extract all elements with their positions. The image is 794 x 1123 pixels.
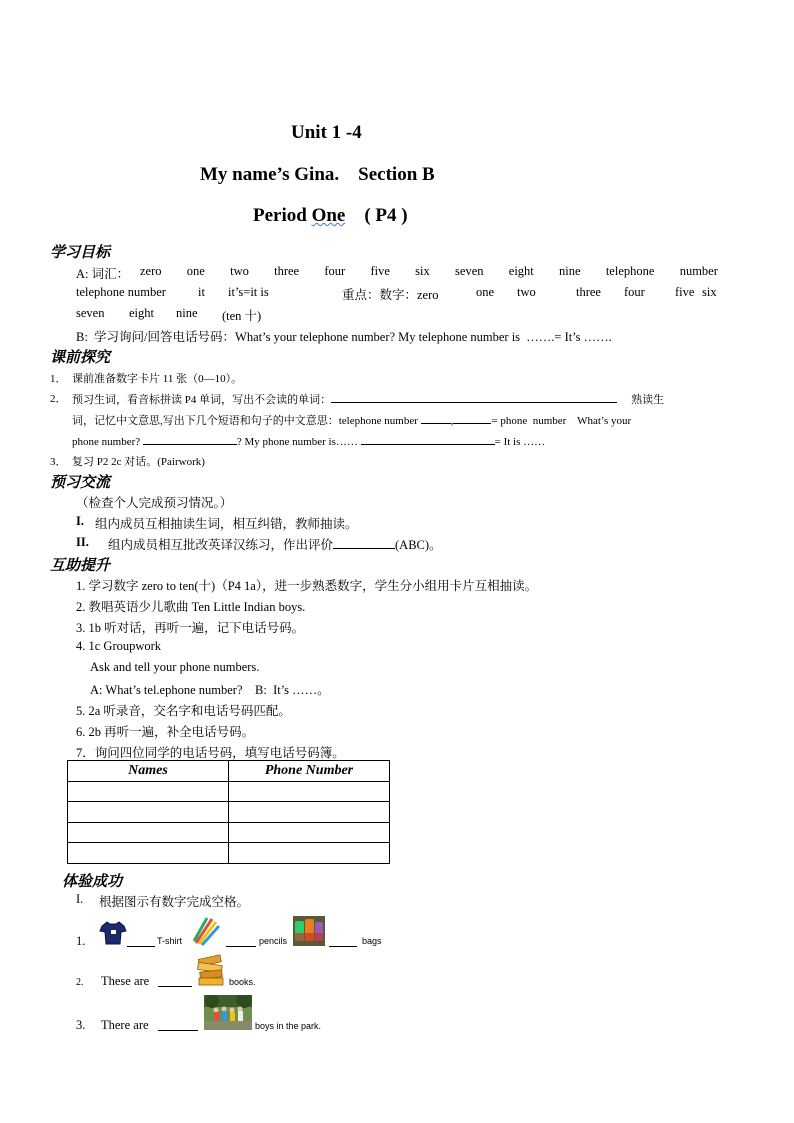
improve-item: 4. 1c Groupwork bbox=[76, 639, 162, 653]
item2-text-b: 熟读生 bbox=[631, 394, 665, 406]
preclass-item-3: 复习 P2 2c 对话。(Pairwork) bbox=[72, 456, 205, 468]
vocab-word: seven bbox=[455, 264, 484, 278]
phrase-blank-1a[interactable] bbox=[421, 411, 451, 424]
vocab-word: eight bbox=[129, 306, 154, 320]
table-cell[interactable] bbox=[68, 802, 229, 823]
preview-note: （检查个人完成预习情况。） bbox=[76, 496, 233, 510]
boys-count-blank[interactable] bbox=[158, 1018, 198, 1031]
pencils-image bbox=[190, 915, 222, 947]
q1-tshirt-label: T-shirt bbox=[157, 936, 183, 946]
q3-text: There are bbox=[101, 1018, 149, 1032]
vocab-word: four bbox=[624, 285, 645, 299]
vocab-word: five bbox=[370, 264, 390, 278]
vocab-word: telephone number bbox=[76, 285, 166, 299]
books-count-blank[interactable] bbox=[158, 974, 192, 987]
preclass-item-2-num: 2． bbox=[50, 393, 67, 405]
phrase-blank-1b[interactable] bbox=[453, 411, 491, 424]
vocab-word: four bbox=[324, 264, 346, 278]
tshirt-count-blank[interactable] bbox=[127, 934, 155, 947]
item2-text-a: 预习生词，看音标拼读 P4 单词，写出不会读的单词： bbox=[72, 394, 332, 406]
period-title bbox=[253, 205, 408, 227]
preclass-item-1: 课前准备数字卡片 11 张（0—10）。 bbox=[72, 373, 243, 385]
improve-heading: 互助提升 bbox=[50, 556, 111, 574]
success-instruction: 根据图示有数字完成空格。 bbox=[99, 895, 250, 909]
table-cell[interactable] bbox=[229, 781, 390, 802]
bags-count-blank[interactable] bbox=[329, 934, 357, 947]
preclass-item-2-line-2: 词，记忆中文意思,写出下几个短语和句子的中文意思：telephone number , = phone number What’s your bbox=[72, 411, 631, 428]
vocab-word: nine bbox=[176, 306, 198, 320]
table-row bbox=[68, 781, 390, 802]
table-cell[interactable] bbox=[229, 843, 390, 864]
table-row bbox=[68, 843, 390, 864]
q1-number: 1. bbox=[76, 934, 86, 948]
table-cell[interactable] bbox=[68, 843, 229, 864]
improve-item: 1. 学习数字 zero to ten(十)（P4 1a），进一步熟悉数字，学生分小组用卡片互相抽读。 bbox=[76, 579, 538, 593]
success-heading: 体验成功 bbox=[62, 872, 123, 890]
improve-item: A: What’s tel.ephone number? B: It’s ……。 bbox=[90, 683, 330, 697]
vocab-row-1 bbox=[140, 264, 718, 279]
lesson-title: My name’s Gina. Section B bbox=[200, 164, 435, 185]
vocab-word: telephone bbox=[605, 264, 655, 278]
improve-item: Ask and tell your phone numbers. bbox=[90, 660, 260, 674]
improve-item: 7．询问四位同学的电话号码，填写电话号码簿。 bbox=[76, 746, 345, 760]
q1-pencils-label: pencils bbox=[259, 936, 288, 946]
period-label: Period bbox=[253, 205, 312, 226]
item2-line2-text-a: 词，记忆中文意思,写出下几个短语和句子的中文意思：telephone number bbox=[72, 415, 421, 427]
vocab-word: it’s=it is bbox=[228, 285, 269, 299]
table-row bbox=[68, 802, 390, 823]
preclass-heading: 课前探究 bbox=[50, 348, 111, 366]
books-image bbox=[195, 953, 227, 987]
vocab-word: number bbox=[679, 264, 718, 278]
item2-line3-text-b: ? My phone number is…… bbox=[236, 436, 361, 448]
vocab-word: nine bbox=[559, 264, 581, 278]
vocab-word: seven bbox=[76, 306, 105, 320]
preclass-item-2-line-1 bbox=[72, 390, 664, 407]
pencils-count-blank[interactable] bbox=[226, 934, 256, 947]
q2-text: These are bbox=[101, 974, 150, 988]
improve-item: 2. 教唱英语少儿歌曲 Ten Little Indian boys. bbox=[76, 600, 306, 614]
vocab-word: five bbox=[675, 285, 695, 299]
table-row bbox=[68, 822, 390, 843]
improve-item: 5. 2a 听录音，交名字和电话号码匹配。 bbox=[76, 704, 291, 718]
tshirt-image bbox=[99, 920, 127, 946]
table-cell[interactable] bbox=[68, 822, 229, 843]
unit-title: Unit 1 -4 bbox=[291, 122, 362, 143]
table-cell[interactable] bbox=[68, 781, 229, 802]
vocab-word: two bbox=[230, 264, 249, 278]
vocab-word: zero bbox=[140, 264, 162, 278]
phone-book-table bbox=[67, 760, 390, 864]
preview-ii-text bbox=[108, 535, 442, 553]
preview-ii-text-a: 组内成员相互批改英译汉练习，作出评价 bbox=[108, 538, 334, 552]
vocab-word: one bbox=[476, 285, 495, 299]
table-cell[interactable] bbox=[229, 822, 390, 843]
improve-item: 6. 2b 再听一遍，补全电话号码。 bbox=[76, 725, 255, 739]
improve-item: 3. 1b 听对话，再听一遍，记下电话号码。 bbox=[76, 621, 305, 635]
q3-end-label: boys in the park. bbox=[255, 1021, 322, 1031]
period-number: One bbox=[311, 205, 346, 226]
vocab-word: eight bbox=[508, 264, 534, 278]
vocab-word: six bbox=[415, 264, 430, 278]
vocab-word: (ten 十) bbox=[222, 309, 262, 323]
q3-number: 3. bbox=[76, 1018, 86, 1032]
park-photo bbox=[204, 995, 252, 1030]
success-instruction-label: I. bbox=[76, 892, 84, 906]
goals-a-label: A: 词汇： bbox=[76, 267, 130, 281]
vocab-word: it bbox=[198, 285, 205, 299]
preview-ii-label: II. bbox=[76, 535, 89, 549]
phrase-blank-2[interactable] bbox=[143, 432, 237, 445]
preview-ii-text-b: (ABC)。 bbox=[395, 538, 442, 552]
phrase-blank-3[interactable] bbox=[361, 432, 495, 445]
vocab-word: one bbox=[186, 264, 205, 278]
preview-i-text: 组内成员互相抽读生词，相互纠错，教师抽读。 bbox=[95, 517, 358, 531]
vocab-word: three bbox=[576, 285, 601, 299]
goals-heading: 学习目标 bbox=[50, 243, 111, 261]
rating-blank[interactable] bbox=[333, 536, 395, 549]
period-page: ( P4 ) bbox=[345, 205, 408, 226]
table-cell[interactable] bbox=[229, 802, 390, 823]
vocab-word: two bbox=[517, 285, 536, 299]
bags-image bbox=[292, 913, 326, 947]
item2-line3-text-c: = It is …… bbox=[494, 436, 546, 448]
q2-number: 2. bbox=[76, 977, 84, 988]
preview-heading: 预习交流 bbox=[50, 473, 111, 491]
vocab-word: three bbox=[274, 264, 300, 278]
phone-number-header: Phone Number bbox=[229, 761, 390, 782]
item2-line3-text-a: phone number? bbox=[72, 436, 143, 448]
preclass-item-3-num: 3． bbox=[50, 456, 67, 468]
goals-b-line: B: 学习询问/回答电话号码：What’s your telephone number? My telephone number is …….= It’s ……. bbox=[76, 330, 612, 344]
unknown-words-blank[interactable] bbox=[331, 390, 617, 403]
names-header: Names bbox=[68, 761, 229, 782]
item2-line2-text-b: = phone number What’s your bbox=[491, 415, 632, 427]
preclass-item-2-line-3 bbox=[72, 432, 545, 448]
vocab-word: 重点：数字：zero bbox=[342, 288, 439, 302]
preclass-item-1-num: 1． bbox=[50, 373, 67, 385]
vocab-word: six bbox=[702, 285, 717, 299]
q1-bags-label: bags bbox=[362, 936, 382, 946]
q2-end-label: books. bbox=[229, 977, 256, 987]
preview-i-label: I. bbox=[76, 514, 84, 528]
